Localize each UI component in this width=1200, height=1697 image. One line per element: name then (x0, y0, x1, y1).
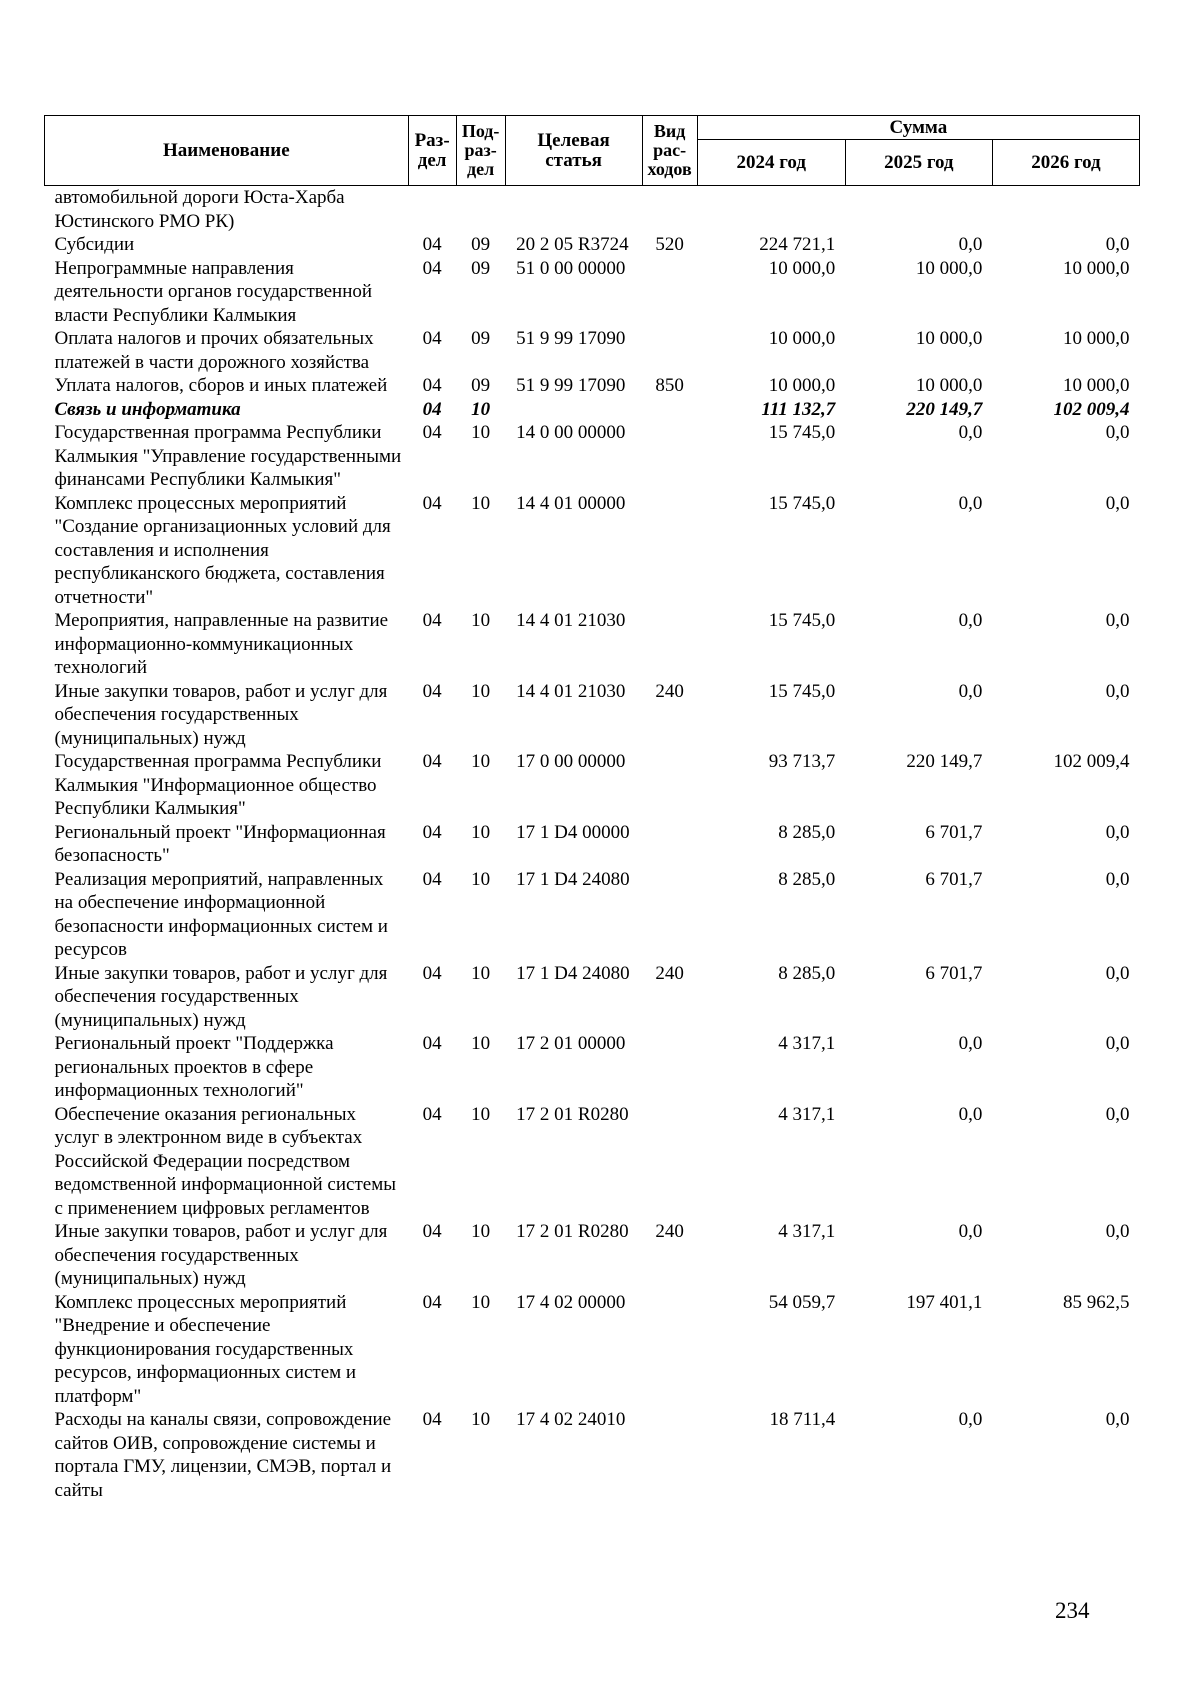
cell-name: Реализация мероприятий, направленных на обеспечение информационной безопасности информационных систем и ресурсов (54, 868, 388, 960)
table-row (45, 1032, 1140, 1103)
cell-sum-2026: 0,0 (1105, 680, 1130, 702)
cell-target-article (505, 398, 642, 422)
cell-podrazdel: 09 (471, 328, 491, 349)
table-header (45, 116, 1140, 186)
cell-name: Иные закупки товаров, работ и услуг для обеспечения государственных (муниципальных) нужд (54, 962, 388, 1031)
header-year-2025: 2025 год (845, 140, 992, 186)
cell-razdel: 04 (422, 680, 442, 702)
cell-sum-2026: 0,0 (1105, 962, 1130, 984)
table-row (45, 374, 1140, 398)
cell-razdel: 04 (422, 962, 442, 984)
cell-expense-type (642, 1032, 697, 1103)
table-row (45, 962, 1140, 1033)
cell-target-article: 17 1 D4 24080 (516, 868, 630, 890)
cell-name: Комплекс процессных мероприятий "Внедрение и обеспечение функционирования государственных ресурсов, информационных систем и платформ" (54, 1291, 357, 1407)
cell-sum-2024: 54 059,7 (768, 1291, 836, 1313)
cell-razdel: 04 (422, 1291, 442, 1313)
cell-target-article: 17 4 02 24010 (516, 1409, 626, 1430)
cell-podrazdel: 10 (471, 1103, 491, 1125)
cell-sum-2026: 0,0 (1105, 1103, 1130, 1125)
cell-target-article: 17 2 01 00000 (516, 1033, 626, 1054)
cell-sum-2025: 0,0 (958, 1033, 983, 1054)
cell-sum-2025: 10 000,0 (915, 257, 983, 279)
cell-sum-2025: 6 701,7 (925, 821, 983, 843)
cell-sum-2026: 10 000,0 (1063, 375, 1130, 396)
cell-sum-2025: 0,0 (958, 610, 983, 631)
cell-sum-2026: 10 000,0 (1063, 328, 1130, 349)
cell-name: Региональный проект "Информационная безопасность" (54, 821, 386, 866)
cell-sum-2025: 6 701,7 (925, 868, 983, 890)
cell-sum-2026: 0,0 (1105, 234, 1130, 255)
cell-podrazdel: 10 (471, 610, 491, 631)
cell-sum-2025: 0,0 (958, 1103, 983, 1125)
cell-podrazdel: 10 (471, 821, 491, 843)
cell-name: Иные закупки товаров, работ и услуг для обеспечения государственных (муниципальных) нужд (54, 1221, 388, 1289)
cell-razdel: 04 (422, 1409, 442, 1430)
header-razdel: Раз- дел (408, 116, 456, 186)
cell-sum-2025: 0,0 (958, 234, 983, 255)
cell-sum-2024: 111 132,7 (761, 398, 836, 420)
cell-sum-2025: 220 149,7 (906, 398, 983, 420)
cell-sum-2025: 0,0 (958, 1409, 983, 1430)
cell-sum-2026: 0,0 (1105, 492, 1130, 514)
cell-name: Расходы на каналы связи, сопровождение сайтов ОИВ, сопровождение системы и портала ГМУ, лицензии, СМЭВ, портал и сайты (54, 1409, 392, 1501)
cell-expense-type (642, 186, 697, 234)
cell-sum-2026: 0,0 (1105, 1033, 1130, 1054)
cell-podrazdel: 10 (471, 492, 491, 514)
cell-expense-type (642, 327, 697, 374)
table-row (45, 609, 1140, 680)
cell-expense-type (642, 1408, 697, 1502)
cell-razdel: 04 (422, 1033, 442, 1054)
cell-razdel: 04 (422, 868, 442, 890)
cell-name: автомобильной дороги Юста-Харба Юстинского РМО РК) (54, 187, 345, 232)
cell-podrazdel: 10 (471, 680, 491, 702)
cell-sum-2025: 0,0 (958, 492, 983, 514)
cell-sum-2024: 8 285,0 (778, 821, 836, 843)
cell-target-article: 14 4 01 21030 (516, 610, 626, 631)
table-row (45, 186, 1140, 234)
cell-expense-type: 240 (655, 962, 684, 984)
cell-sum-2025: 10 000,0 (915, 328, 983, 349)
cell-sum-2024: 15 745,0 (768, 680, 836, 702)
cell-sum-2024: 15 745,0 (768, 422, 836, 443)
cell-sum-2026: 0,0 (1105, 422, 1130, 443)
budget-table-page (44, 115, 1140, 1502)
table-row (45, 1220, 1140, 1291)
cell-target-article: 20 2 05 R3724 (516, 234, 629, 255)
cell-razdel: 04 (422, 234, 442, 255)
cell-sum-2025: 10 000,0 (915, 375, 983, 396)
cell-podrazdel: 10 (471, 1033, 491, 1054)
table-row (45, 492, 1140, 610)
table-row (45, 327, 1140, 374)
cell-razdel: 04 (422, 328, 442, 349)
cell-sum-2026: 0,0 (1105, 1409, 1130, 1430)
cell-sum-2024: 8 285,0 (778, 868, 836, 890)
cell-sum-2024: 15 745,0 (768, 492, 836, 514)
cell-razdel: 04 (422, 375, 442, 396)
cell-razdel: 04 (422, 422, 442, 443)
cell-sum-2026: 10 000,0 (1063, 257, 1130, 279)
cell-podrazdel: 10 (471, 1291, 491, 1313)
cell-expense-type (642, 750, 697, 821)
cell-expense-type: 240 (655, 680, 684, 702)
cell-expense-type (642, 868, 697, 962)
cell-podrazdel: 10 (471, 962, 491, 984)
header-podrazdel: Под- раз- дел (456, 116, 505, 186)
header-year-2026: 2026 год (992, 140, 1139, 186)
cell-sum-2024: 10 000,0 (768, 257, 836, 279)
cell-name: Субсидии (54, 234, 135, 255)
cell-expense-type (642, 421, 697, 492)
cell-podrazdel: 09 (471, 375, 491, 396)
cell-razdel: 04 (422, 492, 442, 514)
cell-sum-2026: 102 009,4 (1053, 751, 1130, 772)
cell-target-article: 51 0 00 00000 (516, 257, 626, 279)
cell-sum-2024: 18 711,4 (769, 1409, 836, 1430)
cell-target-article: 17 0 00 00000 (516, 751, 626, 772)
cell-razdel (408, 186, 456, 234)
cell-sum-2026 (992, 186, 1139, 234)
cell-razdel: 04 (422, 1103, 442, 1125)
cell-sum-2026: 85 962,5 (1063, 1291, 1130, 1313)
cell-podrazdel: 10 (471, 1409, 491, 1430)
cell-expense-type (642, 1291, 697, 1409)
cell-name: Связь и информатика (54, 398, 241, 420)
cell-expense-type (642, 609, 697, 680)
cell-expense-type: 240 (655, 1221, 684, 1242)
cell-podrazdel (456, 186, 505, 234)
table-row (45, 750, 1140, 821)
cell-name: Обеспечение оказания региональных услуг в электронном виде в субъектах Российской Федерации посредством ведомственной информационной системы с применением цифровых регламентов (54, 1103, 396, 1219)
cell-target-article: 51 9 99 17090 (516, 375, 626, 396)
cell-sum-2025: 0,0 (958, 422, 983, 443)
cell-name: Региональный проект "Поддержка региональных проектов в сфере информационных технологий" (54, 1033, 334, 1101)
cell-razdel: 04 (422, 1221, 442, 1242)
cell-sum-2026: 0,0 (1105, 868, 1130, 890)
cell-target-article: 17 1 D4 24080 (516, 962, 630, 984)
table-row (45, 1291, 1140, 1409)
cell-name: Непрограммные направления деятельности органов государственной власти Республики Калмыкия (54, 257, 373, 326)
table-row (45, 421, 1140, 492)
cell-sum-2026: 0,0 (1105, 821, 1130, 843)
table-body (45, 186, 1140, 1503)
budget-table (44, 115, 1140, 1502)
header-expense-type: Вид рас- ходов (642, 116, 697, 186)
cell-podrazdel: 09 (471, 234, 491, 255)
cell-sum-2024: 10 000,0 (768, 328, 836, 349)
cell-expense-type: 520 (655, 234, 684, 255)
cell-podrazdel: 10 (471, 422, 491, 443)
cell-podrazdel: 10 (471, 1221, 491, 1242)
cell-sum-2024: 8 285,0 (778, 962, 836, 984)
cell-sum-2024: 93 713,7 (768, 751, 836, 772)
cell-sum-2024: 224 721,1 (759, 234, 836, 255)
table-row (45, 233, 1140, 257)
header-target-article: Целевая статья (505, 116, 642, 186)
cell-sum-2025: 197 401,1 (906, 1291, 983, 1313)
cell-sum-2024: 4 317,1 (778, 1033, 836, 1054)
cell-sum-2025: 220 149,7 (906, 751, 983, 772)
cell-expense-type (642, 821, 697, 868)
cell-target-article (505, 186, 642, 234)
cell-target-article: 17 2 01 R0280 (516, 1221, 629, 1242)
cell-sum-2024: 4 317,1 (778, 1103, 836, 1125)
cell-sum-2024: 10 000,0 (768, 375, 836, 396)
cell-expense-type (642, 257, 697, 328)
cell-target-article: 14 0 00 00000 (516, 422, 626, 443)
table-row (45, 398, 1140, 422)
page-number: 234 (1055, 1598, 1090, 1623)
cell-razdel: 04 (422, 751, 442, 772)
header-name: Наименование (45, 116, 409, 186)
cell-razdel: 04 (422, 257, 442, 279)
header-sum: Сумма (697, 116, 1139, 140)
cell-name: Государственная программа Республики Калмыкия "Информационное общество Республики Калмыкия" (54, 751, 382, 819)
cell-expense-type (642, 398, 697, 422)
cell-target-article: 14 4 01 00000 (516, 492, 626, 514)
table-row (45, 1103, 1140, 1221)
cell-podrazdel: 09 (471, 257, 491, 279)
cell-sum-2026: 102 009,4 (1053, 398, 1130, 420)
cell-target-article: 17 2 01 R0280 (516, 1103, 629, 1125)
cell-razdel: 04 (422, 398, 442, 420)
cell-sum-2026: 0,0 (1105, 610, 1130, 631)
header-year-2024: 2024 год (697, 140, 845, 186)
cell-sum-2025: 0,0 (958, 1221, 983, 1242)
cell-razdel: 04 (422, 821, 442, 843)
cell-name: Комплекс процессных мероприятий "Создание организационных условий для составления и исполнения республиканского бюджета, составления отчетности" (54, 492, 391, 608)
cell-target-article: 51 9 99 17090 (516, 328, 626, 349)
cell-target-article: 17 1 D4 00000 (516, 821, 630, 843)
table-row (45, 1408, 1140, 1502)
cell-podrazdel: 10 (471, 868, 491, 890)
table-row (45, 680, 1140, 751)
cell-sum-2024: 15 745,0 (768, 610, 836, 631)
cell-razdel: 04 (422, 610, 442, 631)
cell-name: Мероприятия, направленные на развитие информационно-коммуникационных технологий (54, 610, 389, 678)
table-row (45, 821, 1140, 868)
cell-sum-2026: 0,0 (1105, 1221, 1130, 1242)
cell-expense-type: 850 (655, 375, 684, 396)
cell-sum-2024 (697, 186, 845, 234)
cell-name: Иные закупки товаров, работ и услуг для обеспечения государственных (муниципальных) нужд (54, 680, 388, 749)
cell-sum-2024: 4 317,1 (778, 1221, 836, 1242)
cell-expense-type (642, 492, 697, 610)
cell-sum-2025 (845, 186, 992, 234)
cell-target-article: 14 4 01 21030 (516, 680, 626, 702)
table-row (45, 257, 1140, 328)
cell-sum-2025: 6 701,7 (925, 962, 983, 984)
cell-name: Государственная программа Республики Калмыкия "Управление государственными финансами Республики Калмыкия" (54, 422, 402, 490)
cell-target-article: 17 4 02 00000 (516, 1291, 626, 1313)
cell-podrazdel: 10 (471, 751, 491, 772)
cell-podrazdel: 10 (471, 398, 491, 420)
cell-name: Оплата налогов и прочих обязательных платежей в части дорожного хозяйства (54, 328, 374, 373)
cell-sum-2025: 0,0 (958, 680, 983, 702)
table-row (45, 868, 1140, 962)
cell-expense-type (642, 1103, 697, 1221)
cell-name: Уплата налогов, сборов и иных платежей (54, 375, 388, 396)
